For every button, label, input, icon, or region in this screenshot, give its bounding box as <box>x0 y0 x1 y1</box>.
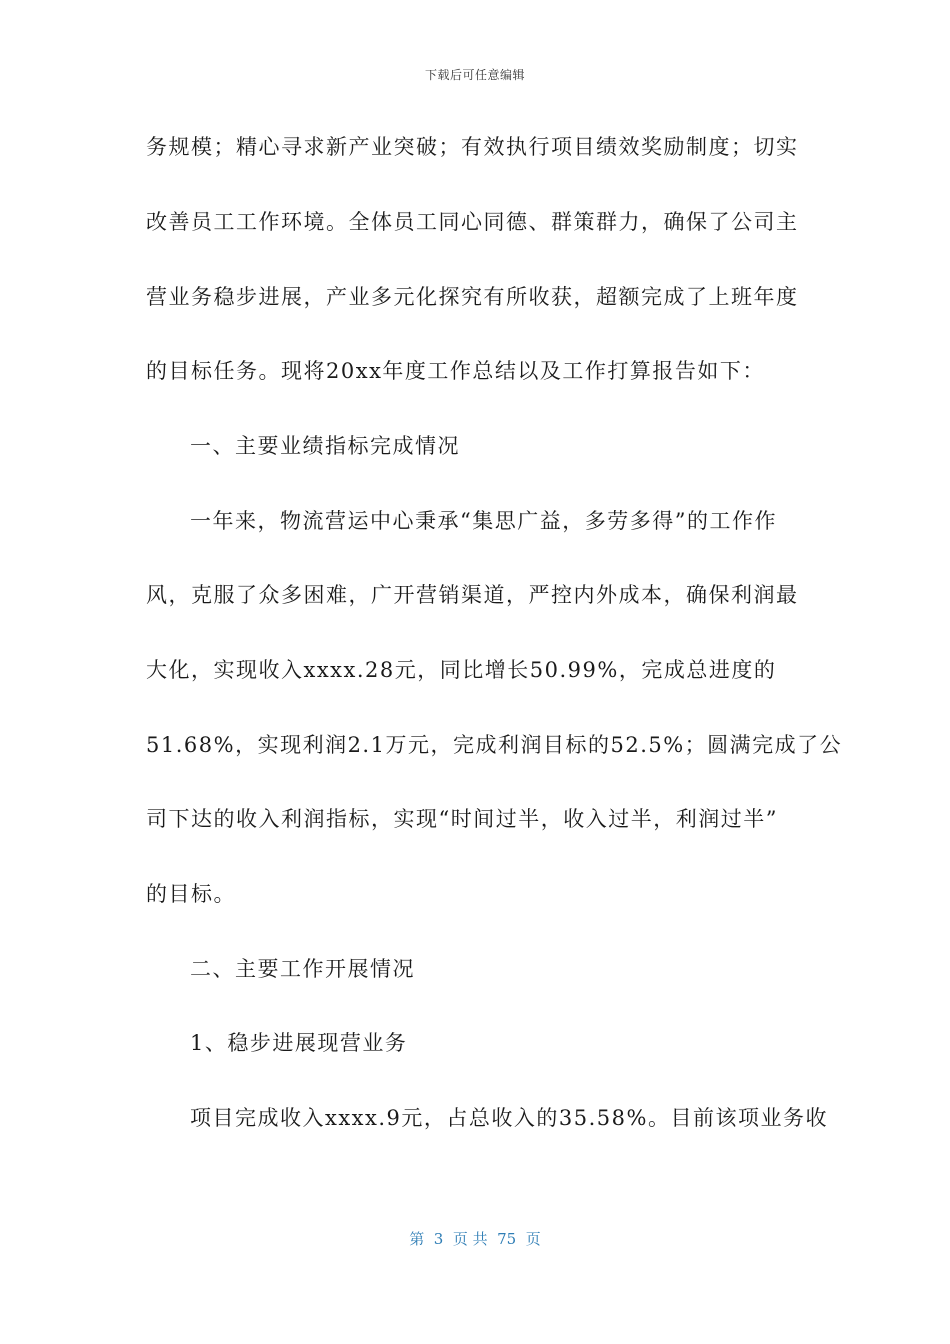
paragraph-line: 项目完成收入xxxx.9元，占总收入的35.58%。目前该项业务收 <box>190 1106 828 1130</box>
paragraph-line: 务规模；精心寻求新产业突破；有效执行项目绩效奖励制度；切实 <box>146 135 799 159</box>
paragraph-line: 的目标。 <box>146 882 236 906</box>
paragraph-line: 改善员工工作环境。全体员工同心同德、群策群力，确保了公司主 <box>146 210 799 234</box>
paragraph-line: 风，克服了众多困难，广开营销渠道，严控内外成本，确保利润最 <box>146 583 799 607</box>
paragraph-line: 司下达的收入利润指标，实现“时间过半，收入过半，利润过半” <box>146 807 778 831</box>
paragraph-line: 一年来，物流营运中心秉承“集思广益，多劳多得”的工作作 <box>190 509 777 533</box>
paragraph-line: 大化，实现收入xxxx.28元，同比增长50.99%，完成总进度的 <box>146 658 777 682</box>
page-footer: 第 3 页 共 75 页 <box>409 1230 541 1248</box>
paragraph-line: 营业务稳步进展，产业多元化探究有所收获，超额完成了上班年度 <box>146 285 799 309</box>
header-note: 下载后可任意编辑 <box>424 68 525 82</box>
subsection-heading: 1、稳步进展现营业务 <box>190 1031 408 1055</box>
section-heading: 一、主要业绩指标完成情况 <box>190 434 460 458</box>
paragraph-line: 51.68%，实现利润2.1万元，完成利润目标的52.5%；圆满完成了公 <box>146 733 843 757</box>
paragraph-line: 的目标任务。现将20xx年度工作总结以及工作打算报告如下： <box>146 359 765 383</box>
section-heading: 二、主要工作开展情况 <box>190 957 415 981</box>
